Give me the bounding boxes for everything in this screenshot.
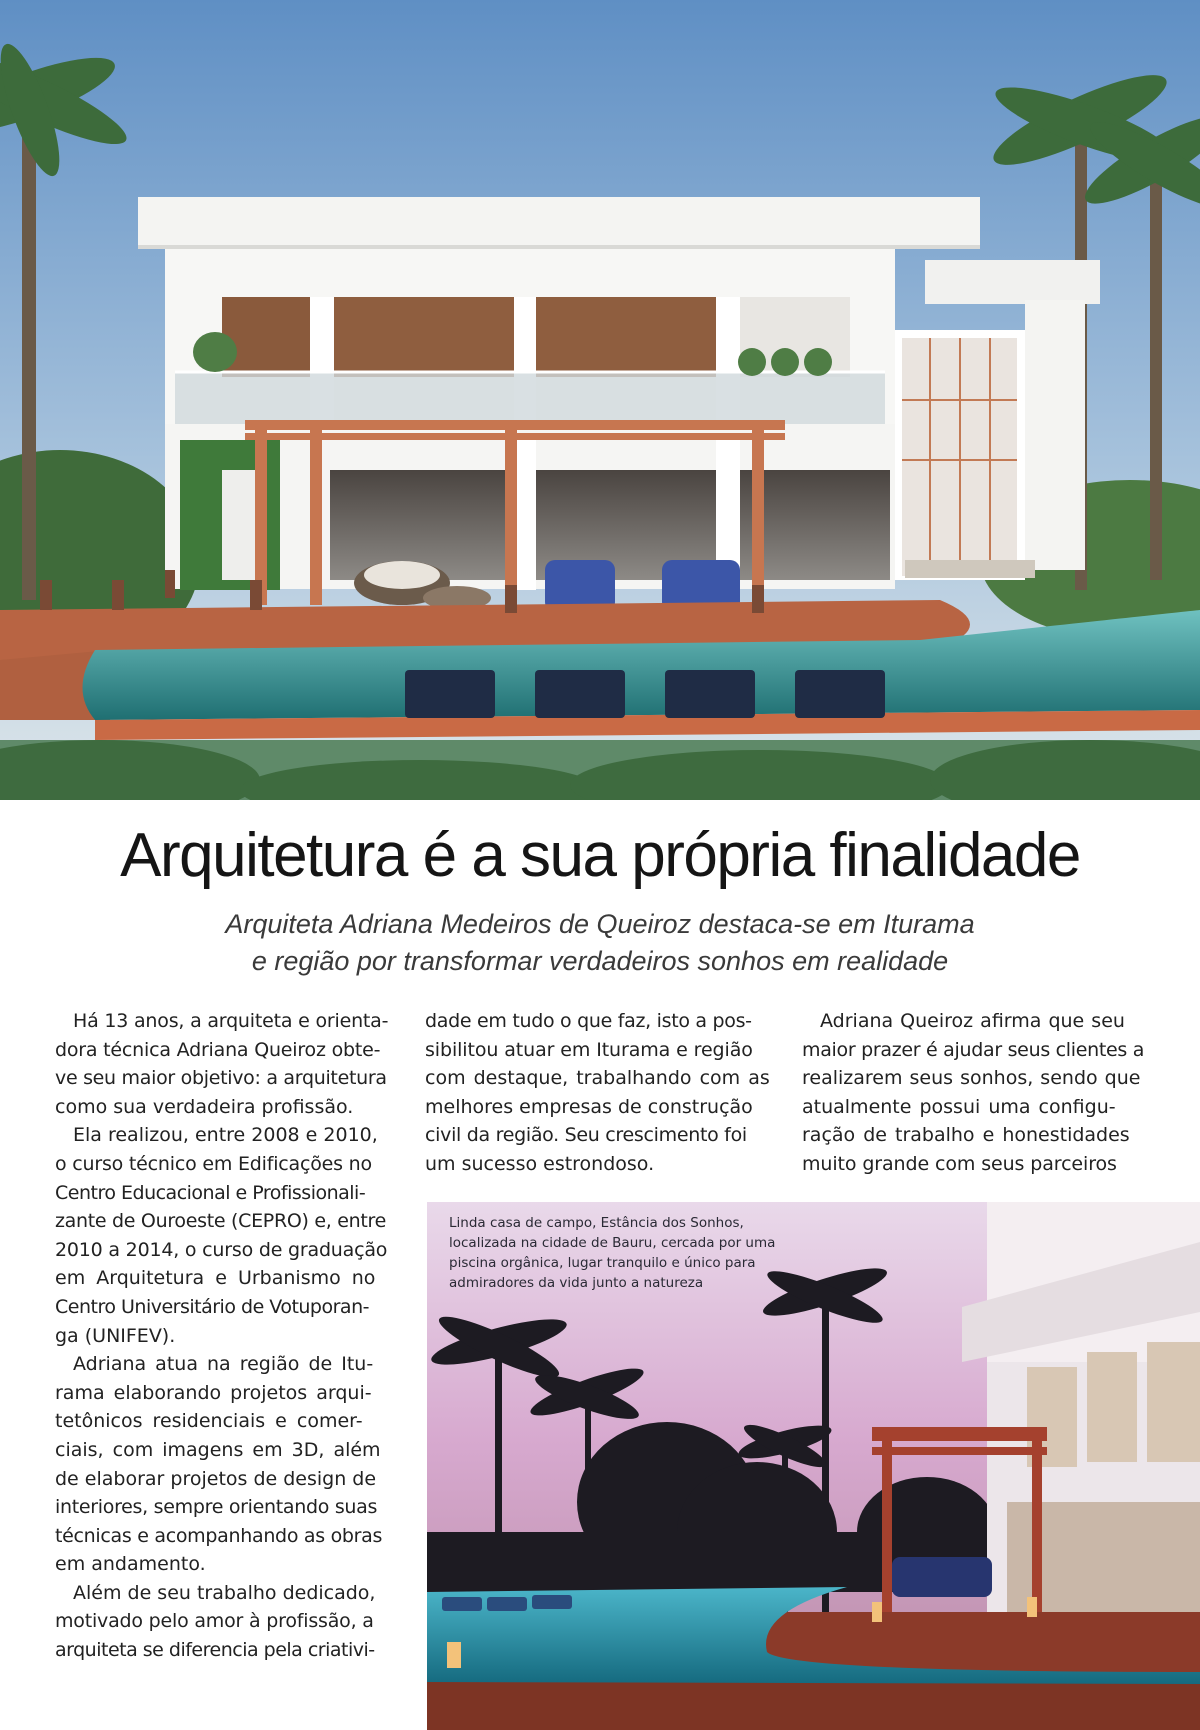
article-column-2 [425, 1007, 780, 1179]
body-line: realizarem seus sonhos, sendo que [802, 1067, 1141, 1090]
body-line: Adriana atua na região de Itu- [73, 1353, 374, 1376]
body-line: arquiteta se diferencia pela criativi- [55, 1639, 375, 1662]
caption-line: localizada na cidade de Bauru, cercada por uma [449, 1235, 776, 1251]
body-line: civil da região. Seu crescimento foi [425, 1124, 747, 1147]
body-line: 2010 a 2014, o curso de graduação [55, 1238, 388, 1261]
body-line: ve seu maior objetivo: a arquitetura [55, 1067, 387, 1090]
body-line: ga (UNIFEV). [55, 1324, 176, 1347]
caption-line: admiradores da vida junto a natureza [449, 1275, 704, 1291]
body-line: com destaque, trabalhando com as [425, 1067, 770, 1090]
body-line: o curso técnico em Edificações no [55, 1152, 372, 1175]
subtitle-line: Arquiteta Adriana Medeiros de Queiroz destaca-se em Iturama [225, 909, 975, 939]
body-line: como sua verdadeira profissão. [55, 1095, 354, 1118]
body-line: zante de Ouroeste (CEPRO) e, entre [55, 1210, 386, 1233]
body-line: ciais, com imagens em 3D, além [55, 1438, 381, 1461]
body-line: melhores empresas de construção [425, 1095, 753, 1118]
body-line: Há 13 anos, a arquiteta e orienta- [73, 1010, 389, 1032]
body-line: rama elaborando projetos arqui- [55, 1381, 372, 1404]
body-line: ração de trabalho e honestidades [802, 1124, 1130, 1147]
body-line: atualmente possui uma configu- [802, 1095, 1116, 1118]
body-line: de elaborar projetos de design de [55, 1467, 377, 1490]
subtitle-line: e região por transformar verdadeiros sonhos em realidade [251, 946, 949, 976]
body-line: Centro Educacional e Profissionali- [55, 1181, 366, 1204]
body-line: muito grande com seus parceiros [802, 1152, 1117, 1175]
body-line: dade em tudo o que faz, isto a pos- [425, 1010, 752, 1032]
body-line: interiores, sempre orientando suas [55, 1496, 378, 1519]
body-line: um sucesso estrondoso. [425, 1152, 655, 1175]
body-line: técnicas e acompanhando as obras [55, 1524, 383, 1547]
body-line: Além de seu trabalho dedicado, [73, 1581, 376, 1604]
article-headline: Arquitetura é a sua própria finalidade [120, 821, 1080, 890]
body-line: Ela realizou, entre 2008 e 2010, [73, 1124, 378, 1147]
body-line: sibilitou atuar em Iturama e região [425, 1038, 753, 1061]
body-line: dora técnica Adriana Queiroz obte- [55, 1038, 381, 1061]
caption-line: Linda casa de campo, Estância dos Sonhos, [449, 1215, 744, 1231]
body-line: Adriana Queiroz afirma que seu [820, 1010, 1125, 1032]
caption-line: piscina orgânica, lugar tranquilo e único para [449, 1255, 756, 1271]
body-line: em Arquitetura e Urbanismo no [55, 1267, 376, 1290]
photo-caption [449, 1213, 829, 1293]
article-column-1 [55, 1007, 403, 1665]
body-line: tetônicos residenciais e comer- [55, 1410, 363, 1433]
hero-house-rendering [0, 0, 1200, 800]
article-column-3 [802, 1007, 1154, 1179]
body-line: em andamento. [55, 1553, 206, 1576]
body-line: maior prazer é ajudar seus clientes a [802, 1038, 1145, 1061]
body-line: Centro Universitário de Votuporan- [55, 1295, 369, 1318]
article-subtitle [0, 906, 1200, 980]
body-line: motivado pelo amor à profissão, a [55, 1610, 374, 1633]
